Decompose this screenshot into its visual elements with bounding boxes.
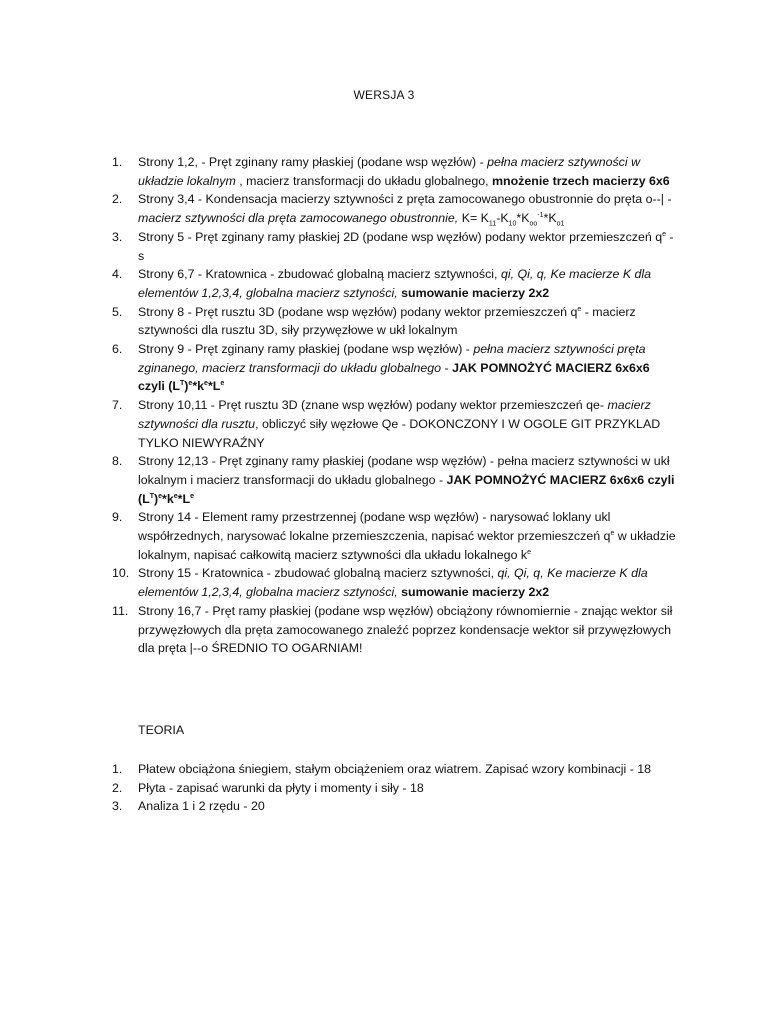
text-run: -K [496,211,509,226]
text-run: K= K [458,211,489,226]
text-run: e [220,380,225,388]
text-run: - macierz sztywności dla rusztu 3D, siły przywęzłowe w ukł lokalnym [138,304,636,338]
text-run: Strony 1,2, - Pręt zginany ramy płaskiej (podane wsp węzłów) - [138,155,488,169]
list-item-text [138,602,678,658]
text-run: o1 [556,220,565,228]
list-item [112,228,678,265]
text-run: *K [516,211,530,226]
text-run: *L [207,379,221,394]
text-run: macierz sztywności dla rusztu [138,398,651,431]
theory-item-text: Płyta - zapisać warunki da płyty i momenty i siły - 18 [138,780,424,795]
text-run: Strony 3,4 - Kondensacja macierzy sztywności z pręta zamocowanego obustronnie do pręta o--| - [138,192,672,207]
list-item-number: 4. [112,267,123,282]
text-run: qi, Qi, q, Ke macierze K dla elementów 1,2,3,4, globalna macierz sztyności, [138,267,652,300]
list-item-text [138,340,678,396]
theory-item-text: Analiza 1 i 2 rzędu - 20 [138,799,265,814]
text-run: Strony 8 - Pręt rusztu 3D (podane wsp węzłów) podany wektor przemieszczeń q [138,304,578,319]
text-run: mnożenie trzech macierzy 6x6 [492,173,670,188]
text-run: e [610,529,615,537]
text-run: ) [184,379,189,394]
text-run: e [577,305,582,313]
text-run: 10 [508,220,517,228]
list-item-number: 10. [112,566,130,581]
list-item-text [138,452,678,508]
theory-list [112,760,678,816]
text-run: JAK POMNOŻYĆ MACIERZ 6x6x6 czyli (L [138,360,650,394]
list-item-number: 7. [112,398,123,413]
text-run: w układzie lokalnym, napisać całkowitą macierz sztywności dla układu lokalnego k [138,529,676,562]
list-item [112,396,678,452]
list-item-number: 1. [112,155,123,169]
theory-item-number: 1. [112,762,123,776]
text-run: - [441,360,453,375]
text-run: *K [543,211,557,226]
text-run: Strony 6,7 - Kratownica - zbudować globalną macierz sztywności, [138,267,501,282]
text-run: e [173,492,178,500]
text-run: sumowanie macierzy 2x2 [401,285,550,300]
list-item [112,602,678,658]
text-run: 11 [488,220,497,228]
list-item-text [138,564,678,601]
text-run: Strony 12,13 - Pręt zginany ramy płaskiej (podane wsp węzłów) - pełna macierz sztywności w ukł lokalnym i macierz transformacji do układu globalnego - [138,454,670,487]
text-run: -s [138,229,674,263]
theory-item-number: 2. [112,780,123,795]
document-title: WERSJA 3 [353,88,415,102]
list-item-number: 8. [112,454,123,469]
text-run: -1 [537,211,544,219]
text-run: qi, Qi, q, Ke macierze K dla elementów 1,2,3,4, globalna macierz sztyności, [138,566,648,600]
list-item-number: 5. [112,304,123,319]
list-item-text [138,265,678,302]
list-item-text [138,303,678,340]
list-item [112,153,678,190]
list-item-number: 9. [112,510,123,525]
theory-item [112,779,678,798]
text-run: JAK POMNOŻYĆ MACIERZ 6x6x6 czyli (L [138,472,675,506]
text-run: e [204,380,208,388]
text-run: macierz sztywności dla pręta zamocowanego obustronnie, [138,211,459,226]
list-item [112,508,678,564]
theory-item-text: Płatew obciążona śniegiem, stałym obciążeniem oraz wiatrem. Zapisać wzory kombinacji - 18 [138,762,652,776]
text-run: pełna macierz sztywności w układzie lokalnym [138,155,641,188]
list-item-text [138,153,678,190]
theory-item-number: 3. [112,799,123,814]
text-run: Strony 15 - Kratownica - zbudować globalną macierz sztywności, [138,566,498,581]
list-item-number: 3. [112,229,123,244]
theory-item [112,760,678,779]
text-run: Strony 14 - Element ramy przestrzennej (podane wsp węzłów) - narysować loklany ukl współrzednych, narysować lokalne przemieszczenia, napisać wektor przemieszczeń q [138,510,611,544]
text-run: oo [529,220,538,228]
text-run: , obliczyć siły węzłowe Qe - DOKONCZONY I W OGOLE GIT PRZYKLAD TYLKO NIEWYRAŹNY [138,416,661,450]
list-item [112,190,678,227]
list-item [112,265,678,302]
text-run: T [180,380,185,388]
list-item-number: 6. [112,342,123,357]
text-run: Strony 10,11 - Pręt rusztu 3D (znane wsp węzłów) podany wektor przemieszczeń qe- [138,398,608,413]
text-run: e [527,548,532,556]
text-run: , macierz transformacji do układu globalnego, [235,173,493,188]
text-run: e [188,380,193,388]
text-run: pełna macierz sztywności pręta zginanego, macierz transformacji do układu globalnego [138,342,646,375]
list-item [112,564,678,601]
list-item-number: 2. [112,192,123,207]
text-run: sumowanie macierzy 2x2 [401,585,550,600]
exam-topics-list [112,153,678,658]
list-item-text [138,190,678,227]
text-run: e [190,492,194,500]
text-run: Strony 16,7 - Pręt ramy płaskiej (podane wsp węzłów) obciążony równomiernie - znając wektor sił przywęzłowych dla pręta zamocowanego znaleźć poprzez kondensacje wektor sił przywęzłowych dla pręta |--o ŚREDNIO TO OGARNIAM! [138,603,673,656]
list-item [112,452,678,508]
text-run: ) [153,491,159,506]
text-run: Strony 5 - Pręt zginany ramy płaskiej 2D (podane wsp węzłów) podany wektor przemieszczeń q [138,229,663,244]
text-run: e [662,230,666,238]
text-run: *k [192,379,205,394]
list-item-text [138,396,678,452]
list-item [112,340,678,396]
list-item-number: 11. [112,603,129,618]
text-run: Strony 9 - Pręt zginany ramy płaskiej (podane wsp węzłów) - [138,342,474,357]
text-run: *k [162,491,174,506]
list-item-text [138,508,678,564]
list-item [112,303,678,340]
theory-item [112,797,678,816]
text-run: e [158,492,163,500]
theory-heading: TEORIA [138,723,185,737]
list-item-text [138,228,678,265]
text-run: *L [177,491,191,506]
text-run: T [149,492,154,500]
